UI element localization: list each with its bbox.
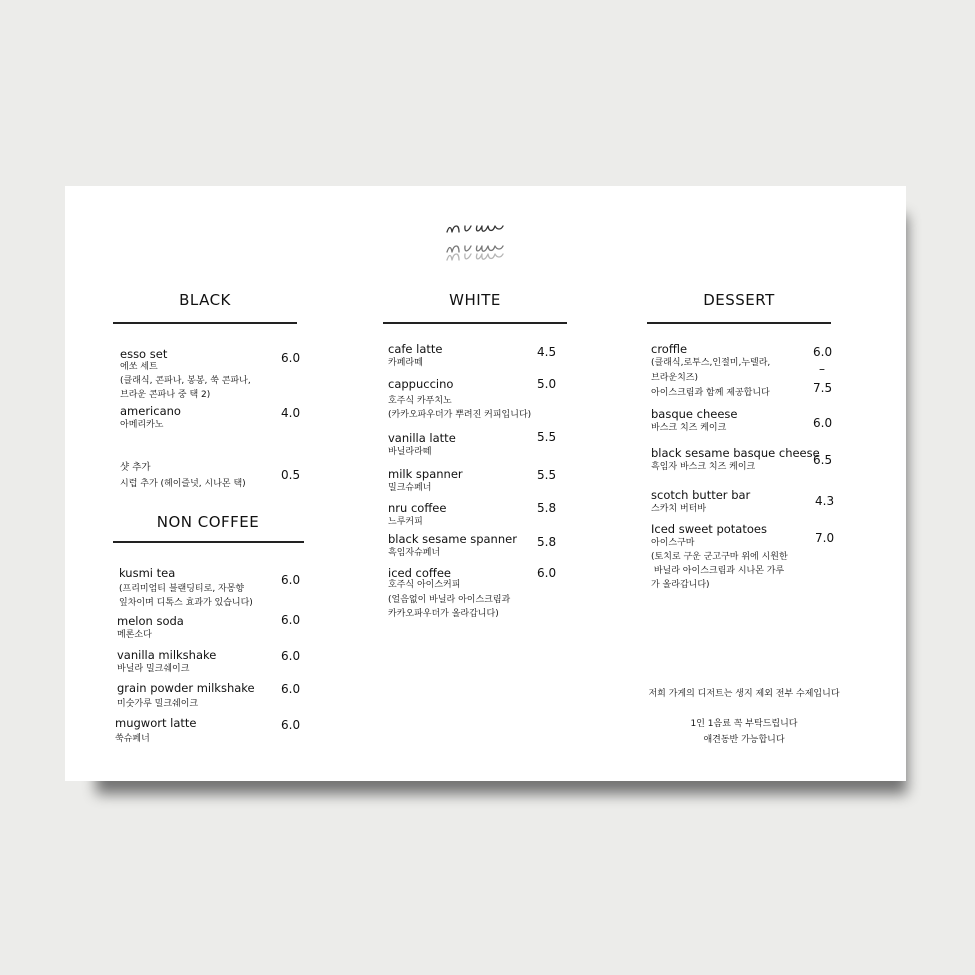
footer-note-pets: 애견동반 가능합니다 [703,735,785,745]
menu-item [388,431,456,458]
item-name-kr: 바닐라라떼 [388,447,432,457]
item-name: mugwort latte [115,716,197,730]
item-name-kr: 아메리카노 [120,420,164,430]
item-price: 0.5 [281,468,301,482]
item-name-kr: 스카치 버터바 [651,504,707,514]
item-desc: (클래식, 콘파나, 봉봉, 쑥 콘파나, [120,376,251,386]
logo-line-2 [447,246,503,252]
menu-item [120,461,246,491]
item-price: 6.0 [281,682,301,696]
footer-note-one-drink: 1인 1음료 꼭 부탁드립니다 [690,719,798,729]
menu-item [651,342,770,400]
section-title-black: BLACK [179,291,231,309]
item-desc: 카카오파우더가 올라갑니다) [388,609,499,619]
item-name: esso set [120,347,168,361]
section-divider [647,322,831,324]
menu-card [65,186,906,781]
item-price: 5.8 [537,501,557,515]
item-name: basque cheese [651,407,738,421]
menu-item [119,566,253,610]
item-desc: 브라운 콘파나 중 택 2) [120,390,211,400]
menu-item [388,377,531,422]
menu-item [388,566,510,621]
item-desc: 바닐라 아이스크림과 시나몬 가루 [651,566,785,576]
section-divider [383,322,567,324]
item-name: cappuccino [388,377,454,391]
item-name: vanilla latte [388,431,456,445]
menu-item [120,404,181,431]
item-name: milk spanner [388,467,463,481]
item-price: 6.0 [281,649,301,663]
item-name-kr: 미숫가루 밀크쉐이크 [117,699,199,709]
menu-item [117,681,255,710]
item-price: 6.0 [281,351,301,365]
item-price: 4.5 [537,345,557,359]
item-name-kr: 메론소다 [117,630,152,640]
item-name: croffle [651,342,688,356]
menu-item [120,347,251,402]
item-name: cafe latte [388,342,443,356]
item-price: 4.0 [281,406,301,420]
item-name: black sesame basque cheese [651,446,820,460]
item-price-max: 7.5 [813,381,833,395]
item-price-dash: – [819,362,825,376]
item-name-kr: 호주식 카푸치노 [388,396,452,406]
item-price: 6.0 [281,718,301,732]
menu-item [388,467,463,494]
item-name-kr: 밀크슈페너 [388,483,432,493]
item-desc: (토치로 구운 군고구마 위에 시원한 [651,552,788,562]
section-title-non-coffee: NON COFFEE [156,513,260,531]
item-price: 6.0 [813,416,833,430]
item-name-kr: 쑥슈페너 [115,734,150,744]
menu-item [388,501,446,528]
item-name: americano [120,404,181,418]
item-name: Iced sweet potatoes [651,522,767,536]
item-price: 5.5 [537,468,557,482]
item-name-kr: 호주식 아이스커피 [388,580,461,590]
item-name-kr: 에쏘 세트 [120,362,158,372]
menu-item [388,342,443,369]
item-price: 6.0 [281,613,301,627]
item-name-kr: 흑임자 바스크 치즈 케이크 [651,462,756,472]
section-divider [113,322,297,324]
item-desc: (카카오파우더가 뿌려진 커피입니다) [388,410,532,420]
menu-item [651,522,788,592]
item-name: nru coffee [388,501,447,515]
item-name-kr: 바스크 치즈 케이크 [651,423,727,433]
item-price: 6.5 [813,453,833,467]
item-desc: 잎차이며 디톡스 효과가 있습니다) [119,598,253,608]
brand-logo [435,202,535,270]
item-name-kr: 카페라떼 [388,358,423,368]
item-name: black sesame spanner [388,532,517,546]
item-name-kr: 아이스구마 [651,538,695,548]
menu-item [117,614,184,641]
menu-item [651,488,750,515]
item-name: scotch butter bar [651,488,751,502]
menu-item [117,648,216,675]
item-desc: (클래식,로투스,인절미,누텔라, [651,358,771,368]
item-name-kr: 바닐라 밀크쉐이크 [117,664,190,674]
item-price: 6.0 [813,345,833,359]
item-price: 7.0 [815,531,835,545]
item-name-kr: 흑임자슈페너 [388,548,441,558]
item-name: grain powder milkshake [117,681,255,695]
item-desc: 시럽 추가 (헤이즐넛, 시나몬 택) [120,479,246,489]
item-desc: 브라운치즈) [651,373,698,383]
item-price: 5.8 [537,535,557,549]
logo-line-1 [447,226,503,232]
section-title-dessert: DESSERT [703,291,775,309]
item-name: melon soda [117,614,184,628]
item-price: 6.0 [537,566,557,580]
item-price: 5.5 [537,430,557,444]
section-title-white: WHITE [449,291,501,309]
item-desc: (프리미엄티 블랜딩티로, 자몽향 [119,584,245,594]
menu-item [651,407,738,434]
item-name: vanilla milkshake [117,648,217,662]
item-name: kusmi tea [119,566,176,580]
menu-item [115,716,196,745]
item-price: 5.0 [537,377,557,391]
item-price: 4.3 [815,494,835,508]
logo-line-3 [447,254,503,260]
item-desc: 아이스크림과 함께 제공합니다 [651,388,770,398]
item-name: 샷 추가 [120,462,151,473]
menu-item [388,532,517,559]
menu-item [651,446,820,473]
item-desc: (얼음없이 바닐라 아이스크림과 [388,595,511,605]
item-name-kr: 느루커피 [388,517,423,527]
item-desc: 가 올라갑니다) [651,580,710,590]
section-divider [113,541,304,543]
footer-note-handmade: 저희 가게의 디저트는 생지 제외 전부 수제입니다 [648,689,840,699]
item-price: 6.0 [281,573,301,587]
item-name: iced coffee [388,566,451,580]
